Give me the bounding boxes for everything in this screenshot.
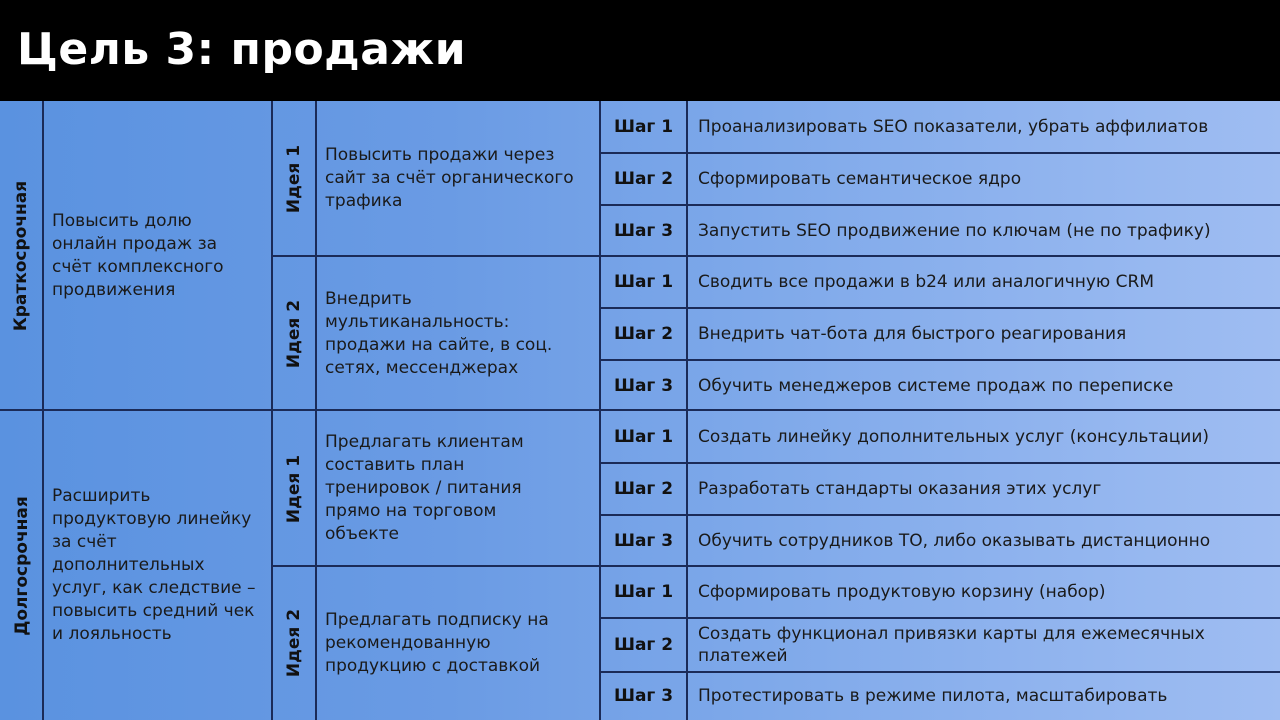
divider — [599, 359, 1280, 361]
divider — [271, 255, 1280, 257]
step-text: Обучить сотрудников ТО, либо оказывать дистанционно — [698, 531, 1211, 551]
idea-text: Повысить продажи через сайт за счёт органического трафика — [325, 145, 574, 211]
step-text: Разработать стандарты оказания этих услуг — [698, 479, 1102, 499]
term-label: Краткосрочная — [11, 180, 32, 331]
step-label: Шаг 3 — [613, 376, 674, 396]
idea-text: Предлагать подписку на рекомендованную продукцию с доставкой — [325, 609, 549, 676]
idea-label: Идея 1 — [284, 454, 304, 523]
divider — [599, 307, 1280, 309]
step-label: Шаг 3 — [613, 686, 674, 706]
divider — [271, 565, 1280, 567]
divider — [599, 152, 1280, 154]
goal-text: Расширить продуктовую линейку за счёт дополнительных услуг, как следствие – повысить средний чек и лояльность — [52, 486, 256, 644]
step-label: Шаг 2 — [613, 479, 674, 499]
header — [0, 0, 1280, 101]
idea-label: Идея 2 — [284, 608, 304, 678]
step-label: Шаг 2 — [613, 169, 674, 189]
divider — [0, 409, 1280, 411]
idea-label: Идея 1 — [284, 144, 304, 213]
divider — [599, 204, 1280, 206]
step-label: Шаг 1 — [613, 582, 674, 602]
page-title: Цель 3: продажи — [17, 24, 467, 75]
divider — [599, 617, 1280, 619]
step-text: Обучить менеджеров системе продаж по переписке — [698, 376, 1174, 396]
goal-text: Повысить долю онлайн продаж за счёт комплексного продвижения — [52, 210, 224, 300]
divider — [599, 462, 1280, 464]
step-text: Запустить SEO продвижение по ключам (не по трафику) — [698, 221, 1211, 241]
step-label: Шаг 2 — [613, 324, 674, 344]
step-text: Внедрить чат-бота для быстрого реагирования — [698, 324, 1127, 344]
step-text: Сводить все продажи в b24 или аналогичную CRM — [698, 272, 1154, 292]
step-text: Создать линейку дополнительных услуг (консультации) — [698, 427, 1210, 447]
step-label: Шаг 3 — [613, 531, 674, 551]
plan-table — [0, 101, 1280, 720]
step-text: Сформировать семантическое ядро — [698, 169, 1022, 189]
idea-label: Идея 2 — [284, 299, 304, 368]
step-text: Протестировать в режиме пилота, масштабировать — [698, 686, 1168, 706]
divider — [599, 671, 1280, 673]
step-label: Шаг 1 — [613, 272, 674, 292]
idea-text: Предлагать клиентам составить план тренировок / питания прямо на торговом объекте — [325, 432, 524, 544]
step-text: Создать функционал привязки карты для ежемесячных платежей — [698, 624, 1205, 666]
term-label: Долгосрочная — [11, 495, 32, 636]
step-label: Шаг 1 — [613, 427, 674, 447]
step-label: Шаг 2 — [613, 635, 674, 655]
divider — [599, 514, 1280, 516]
step-text: Сформировать продуктовую корзину (набор) — [698, 582, 1106, 602]
step-text: Проанализировать SEO показатели, убрать аффилиатов — [698, 117, 1209, 137]
step-label: Шаг 1 — [613, 117, 674, 137]
idea-text: Внедрить мультиканальность: продажи на сайте, в соц. сетях, мессенджерах — [325, 288, 553, 378]
step-label: Шаг 3 — [613, 221, 674, 241]
